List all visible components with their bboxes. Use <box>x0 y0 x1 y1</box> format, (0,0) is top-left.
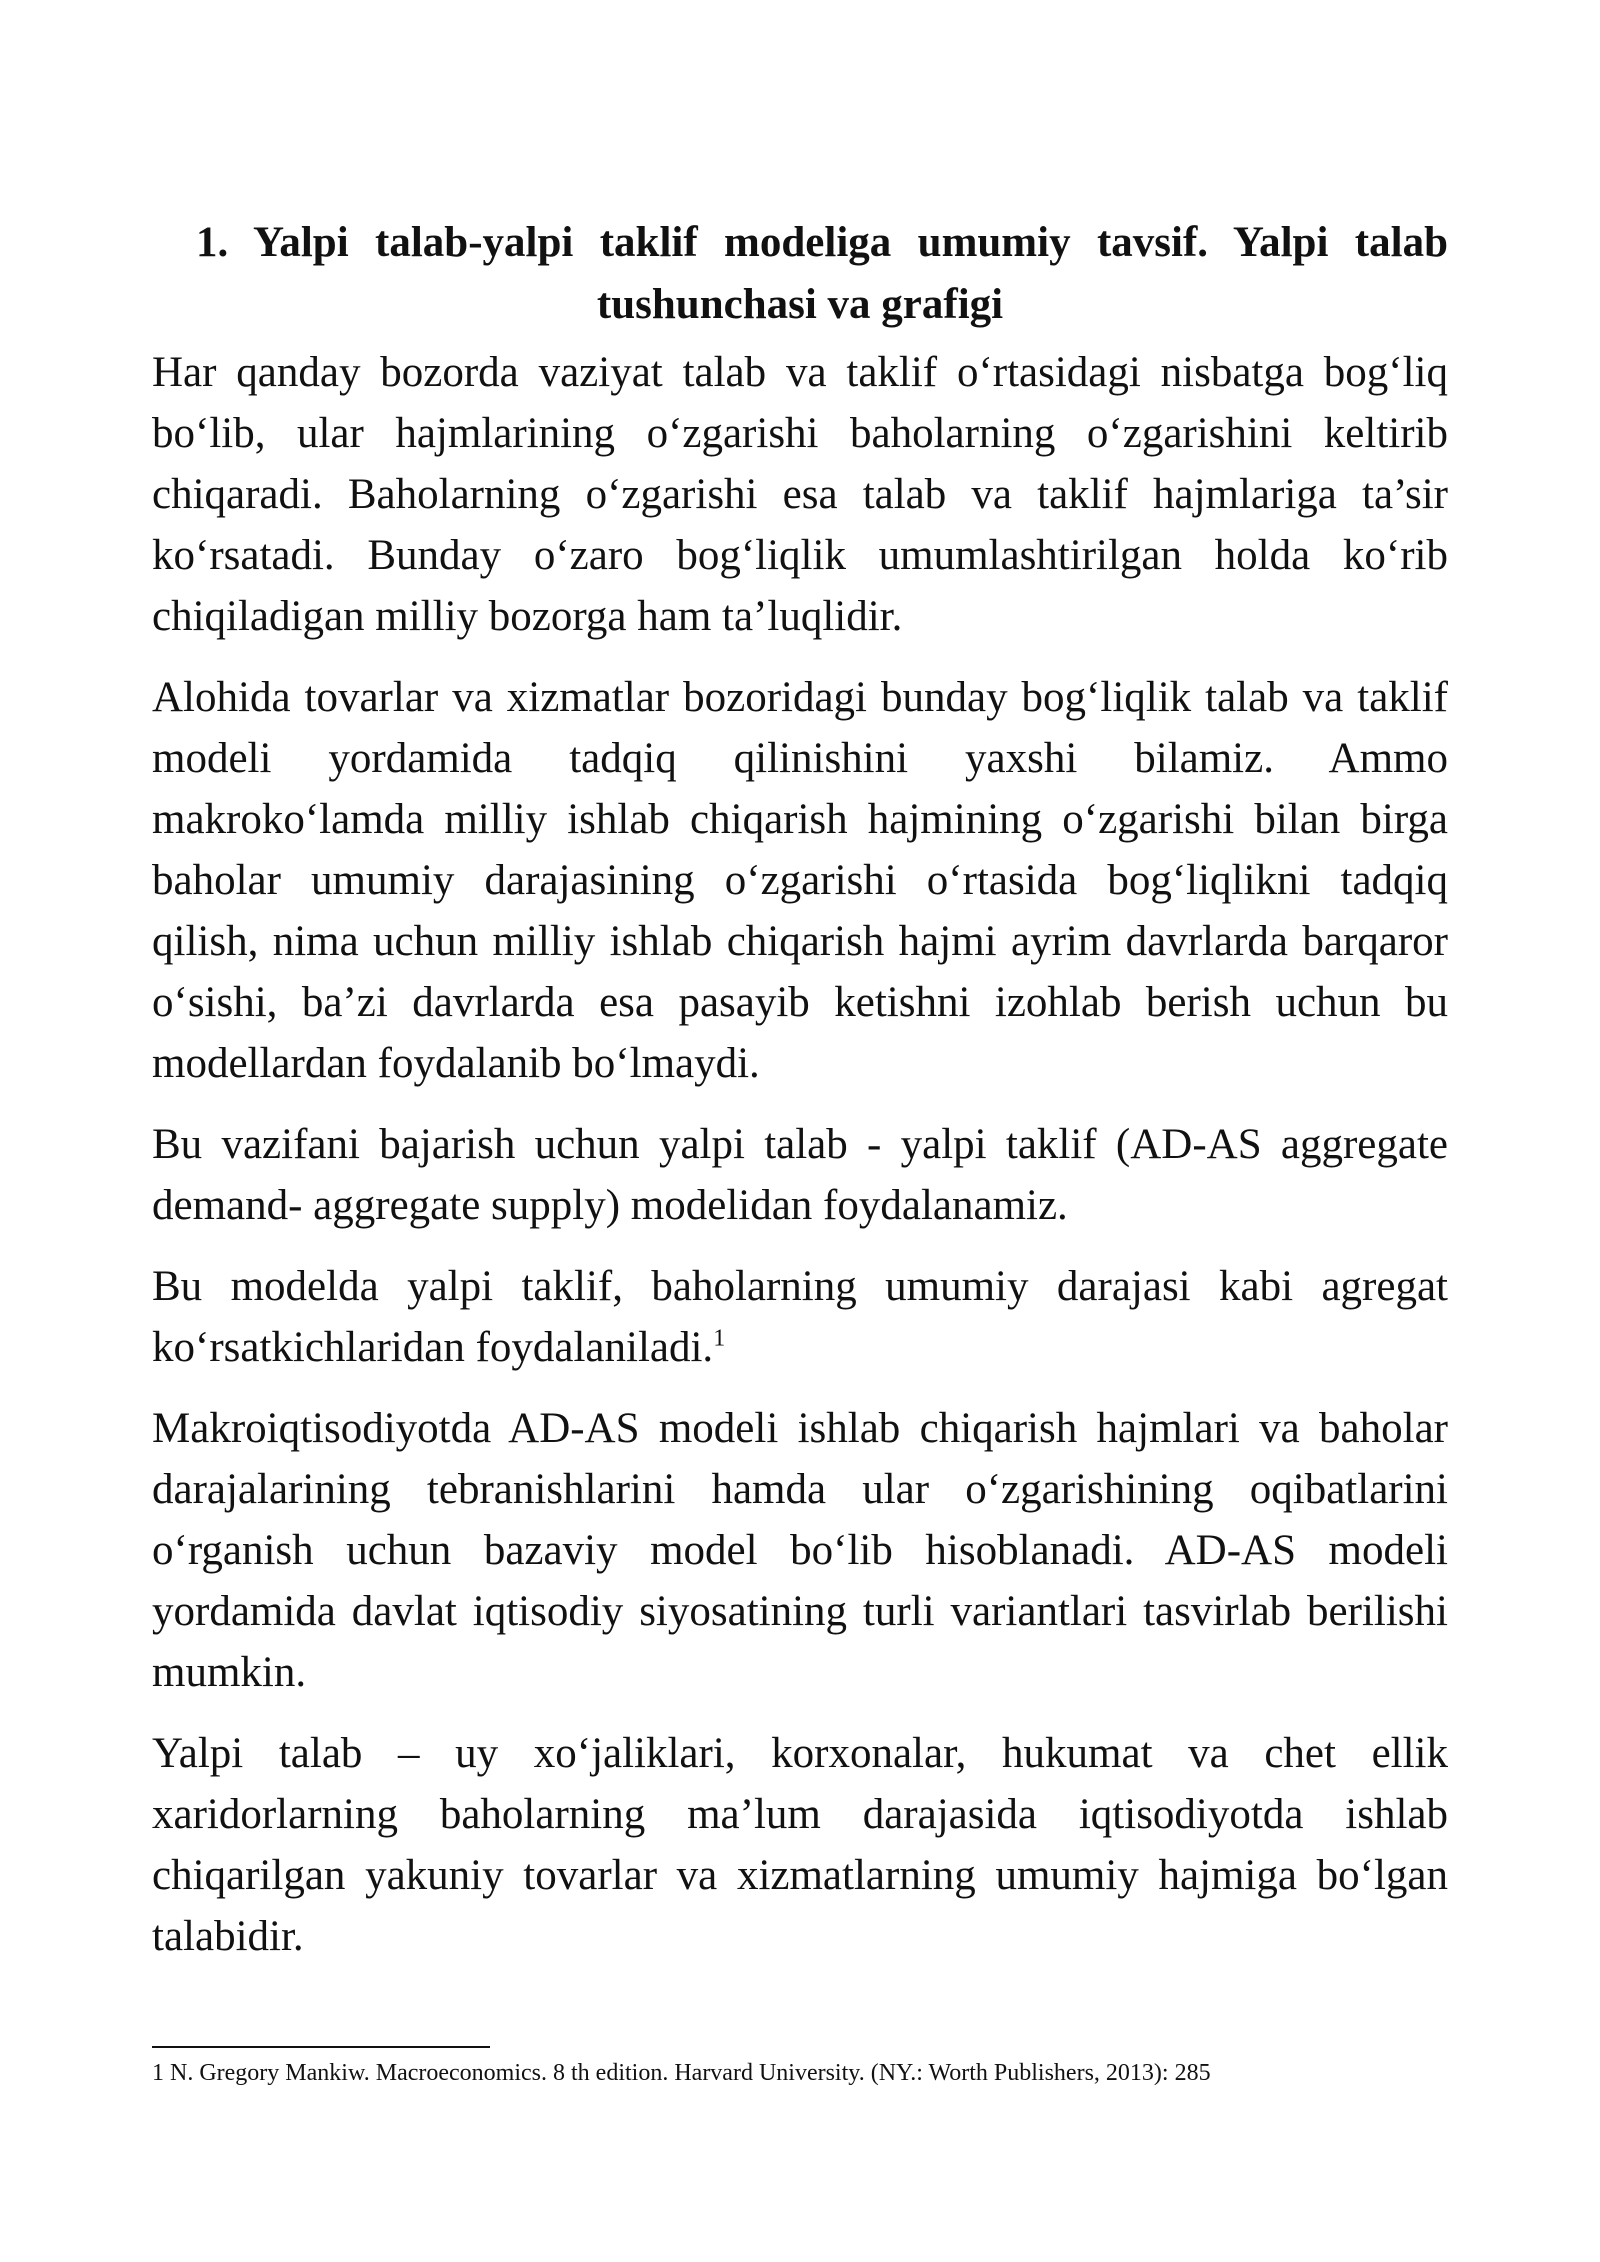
footnote-divider <box>152 2046 490 2048</box>
paragraph-3: Bu vazifani bajarish uchun yalpi talab - yalpi taklif (AD-AS aggregate demand- aggregate supply) modelidan foydalanamiz. <box>152 1121 1448 1229</box>
page-body <box>152 212 1448 1987</box>
paragraph-5: Makroiqtisodiyotda AD-AS modeli ishlab chiqarish hajmlari va baholar darajalarining tebranishlarini hamda ular o‘zgarishining oqibatlarini o‘rganish uchun bazaviy model bo‘lib hisoblanadi. AD-AS modeli yordamida davlat iqtisodiy siyosatining turli variantlari tasvirlab berilishi mumkin. <box>152 1405 1448 1696</box>
footnote: 1 N. Gregory Mankiw. Macroeconomics. 8 th edition. Harvard University. (NY.: Worth Publishers, 2013): 285 <box>152 2060 1211 2086</box>
paragraph-4 <box>152 1256 1448 1378</box>
paragraph-4-text: Bu modelda yalpi taklif, baholarning umumiy darajasi kabi agregat ko‘rsatkichlaridan foydalaniladi. <box>152 1263 1448 1371</box>
paragraph-1: Har qanday bozorda vaziyat talab va taklif o‘rtasidagi nisbatga bog‘liq bo‘lib, ular hajmlarining o‘zgarishi baholarning o‘zgarishini keltirib chiqaradi. Baholarning o‘zgarishi esa talab va taklif hajmlariga ta’sir ko‘rsatadi. Bunday o‘zaro bog‘liqlik umumlashtirilgan holda ko‘rib chiqiladigan milliy bozorga ham ta’luqlidir. <box>152 349 1448 640</box>
paragraph-6: Yalpi talab – uy xo‘jaliklari, korxonalar, hukumat va chet ellik xaridorlarning baholarning ma’lum darajasida iqtisodiyotda ishlab chiqarilgan yakuniy tovarlar va xizmatlarning umumiy hajmiga bo‘lgan talabidir. <box>152 1730 1448 1960</box>
footnote-reference[interactable]: 1 <box>713 1325 726 1352</box>
section-heading: 1. Yalpi talab-yalpi taklif modeliga umumiy tavsif. Yalpi talab tushunchasi va grafigi <box>196 219 1448 328</box>
paragraph-2: Alohida tovarlar va xizmatlar bozoridagi bunday bog‘liqlik talab va taklif modeli yordamida tadqiq qilinishini yaxshi bilamiz. Ammo makroko‘lamda milliy ishlab chiqarish hajmining o‘zgarishi bilan birga baholar umumiy darajasining o‘zgarishi o‘rtasida bog‘liqlikni tadqiq qilish, nima uchun milliy ishlab chiqarish hajmi ayrim davrlarda barqaror o‘sishi, ba’zi davrlarda esa pasayib ketishni izohlab berish uchun bu modellardan foydalanib bo‘lmaydi. <box>152 674 1448 1087</box>
